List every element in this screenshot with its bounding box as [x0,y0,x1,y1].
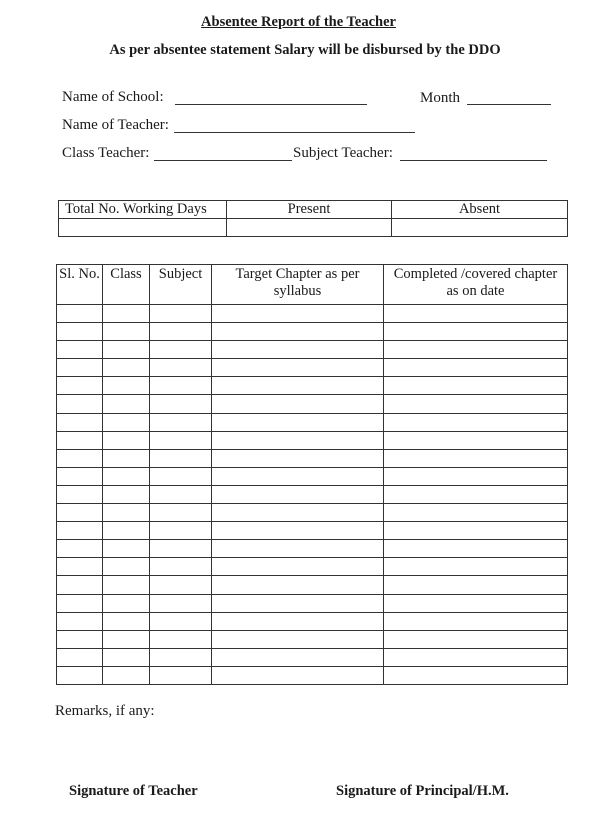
table-cell[interactable] [384,431,568,449]
school-input-line[interactable] [175,104,367,105]
table-cell[interactable] [212,558,384,576]
table-cell[interactable] [150,431,212,449]
table-cell[interactable] [212,504,384,522]
table-cell[interactable] [384,648,568,666]
table-row [57,630,568,648]
table-cell[interactable] [212,467,384,485]
table-cell[interactable] [103,377,150,395]
table-cell[interactable] [57,612,103,630]
table-cell[interactable] [384,540,568,558]
table-row [57,504,568,522]
table-cell[interactable] [384,305,568,323]
table-cell[interactable] [57,431,103,449]
subject-teacher-label: Subject Teacher: [293,145,393,161]
table-row [57,341,568,359]
month-input-line[interactable] [467,104,551,105]
table-cell[interactable] [103,504,150,522]
table-cell[interactable] [150,522,212,540]
attendance-summary-table [58,200,568,237]
table-cell[interactable] [57,594,103,612]
table-cell[interactable] [103,413,150,431]
table-row [57,558,568,576]
table-cell[interactable] [212,395,384,413]
table-cell[interactable] [150,305,212,323]
table-row [57,323,568,341]
table-cell[interactable] [57,576,103,594]
table-cell[interactable] [384,341,568,359]
table-cell[interactable] [103,612,150,630]
table-cell[interactable] [384,594,568,612]
total-working-days-header: Total No. Working Days [59,201,227,219]
table-cell[interactable] [150,467,212,485]
table-row [57,359,568,377]
absent-cell[interactable] [392,219,568,237]
table-cell[interactable] [103,485,150,503]
teacher-name-label: Name of Teacher: [62,117,169,133]
table-cell[interactable] [212,431,384,449]
table-cell[interactable] [150,576,212,594]
table-cell[interactable] [150,395,212,413]
table-row [57,467,568,485]
table-cell[interactable] [150,540,212,558]
sl-no-header: Sl. No. [57,265,103,305]
table-cell[interactable] [384,359,568,377]
table-row [57,485,568,503]
table-row [57,431,568,449]
table-cell[interactable] [384,449,568,467]
table-cell[interactable] [57,305,103,323]
table-cell[interactable] [103,395,150,413]
table-cell[interactable] [384,467,568,485]
table-cell[interactable] [212,648,384,666]
table-cell[interactable] [212,377,384,395]
table-cell[interactable] [150,594,212,612]
table-cell[interactable] [103,576,150,594]
class-teacher-label: Class Teacher: [62,145,150,161]
table-cell[interactable] [57,630,103,648]
table-cell[interactable] [212,341,384,359]
table-row [57,594,568,612]
table-cell[interactable] [103,666,150,684]
teacher-signature-label: Signature of Teacher [69,783,198,799]
table-cell[interactable] [212,359,384,377]
table-cell[interactable] [57,504,103,522]
table-cell[interactable] [150,323,212,341]
table-row [57,395,568,413]
table-cell[interactable] [384,612,568,630]
table-cell[interactable] [57,359,103,377]
table-row [57,540,568,558]
table-cell[interactable] [57,449,103,467]
table-cell[interactable] [212,485,384,503]
table-cell[interactable] [57,648,103,666]
table-cell[interactable] [212,540,384,558]
table-cell[interactable] [103,341,150,359]
table-cell[interactable] [150,359,212,377]
table-row [57,648,568,666]
page-title: Absentee Report of the Teacher [201,14,396,30]
table-cell[interactable] [57,666,103,684]
syllabus-progress-table [56,264,568,685]
table-cell[interactable] [150,558,212,576]
table-cell[interactable] [150,377,212,395]
table-cell[interactable] [384,413,568,431]
class-teacher-input-line[interactable] [154,160,292,161]
table-cell[interactable] [384,630,568,648]
table-cell[interactable] [212,630,384,648]
table-cell[interactable] [212,576,384,594]
principal-signature-label: Signature of Principal/H.M. [336,783,509,799]
table-cell[interactable] [57,377,103,395]
table-cell[interactable] [212,594,384,612]
table-cell[interactable] [103,467,150,485]
table-row [57,305,568,323]
class-header: Class [103,265,150,305]
table-cell[interactable] [384,576,568,594]
total-working-days-cell[interactable] [59,219,227,237]
table-cell[interactable] [150,341,212,359]
school-label: Name of School: [62,89,164,105]
subject-header: Subject [150,265,212,305]
table-row [57,522,568,540]
table-cell[interactable] [57,413,103,431]
month-label: Month [420,90,461,106]
table-cell[interactable] [384,395,568,413]
table-cell[interactable] [384,504,568,522]
table-cell[interactable] [212,413,384,431]
teacher-name-input-line[interactable] [174,132,415,133]
table-cell[interactable] [384,522,568,540]
table-row [57,449,568,467]
table-row [57,612,568,630]
table-cell[interactable] [150,504,212,522]
table-cell[interactable] [103,648,150,666]
table-row [57,377,568,395]
table-cell[interactable] [150,648,212,666]
table-cell[interactable] [384,485,568,503]
table-cell[interactable] [57,485,103,503]
table-cell[interactable] [57,522,103,540]
table-cell[interactable] [384,666,568,684]
completed-chapter-header: Completed /covered chapter as on date [384,265,568,305]
table-row [57,413,568,431]
remarks-label: Remarks, if any: [55,703,155,719]
table-cell[interactable] [57,395,103,413]
present-header: Present [227,201,392,219]
table-cell[interactable] [103,558,150,576]
table-cell[interactable] [103,540,150,558]
table-cell[interactable] [150,449,212,467]
table-cell[interactable] [103,305,150,323]
absent-header: Absent [392,201,568,219]
table-cell[interactable] [150,666,212,684]
table-cell[interactable] [103,449,150,467]
table-cell[interactable] [103,522,150,540]
table-cell[interactable] [150,612,212,630]
table-cell[interactable] [384,558,568,576]
page-subtitle: As per absentee statement Salary will be disbursed by the DDO [109,42,501,58]
table-cell[interactable] [212,522,384,540]
table-cell[interactable] [103,630,150,648]
target-chapter-header: Target Chapter as per syllabus [212,265,384,305]
table-cell[interactable] [57,467,103,485]
table-cell[interactable] [212,305,384,323]
table-row [57,576,568,594]
table-cell[interactable] [384,323,568,341]
table-cell[interactable] [57,540,103,558]
table-row [57,666,568,684]
table-cell[interactable] [212,323,384,341]
table-cell[interactable] [150,485,212,503]
table-cell[interactable] [57,558,103,576]
table-cell[interactable] [212,612,384,630]
table-cell[interactable] [57,323,103,341]
table-cell[interactable] [103,431,150,449]
table-cell[interactable] [150,630,212,648]
table-cell[interactable] [103,594,150,612]
table-cell[interactable] [103,359,150,377]
table-cell[interactable] [212,449,384,467]
table-cell[interactable] [384,377,568,395]
table-cell[interactable] [103,323,150,341]
subject-teacher-input-line[interactable] [400,160,547,161]
table-cell[interactable] [150,413,212,431]
table-cell[interactable] [212,666,384,684]
table-cell[interactable] [57,341,103,359]
present-cell[interactable] [227,219,392,237]
